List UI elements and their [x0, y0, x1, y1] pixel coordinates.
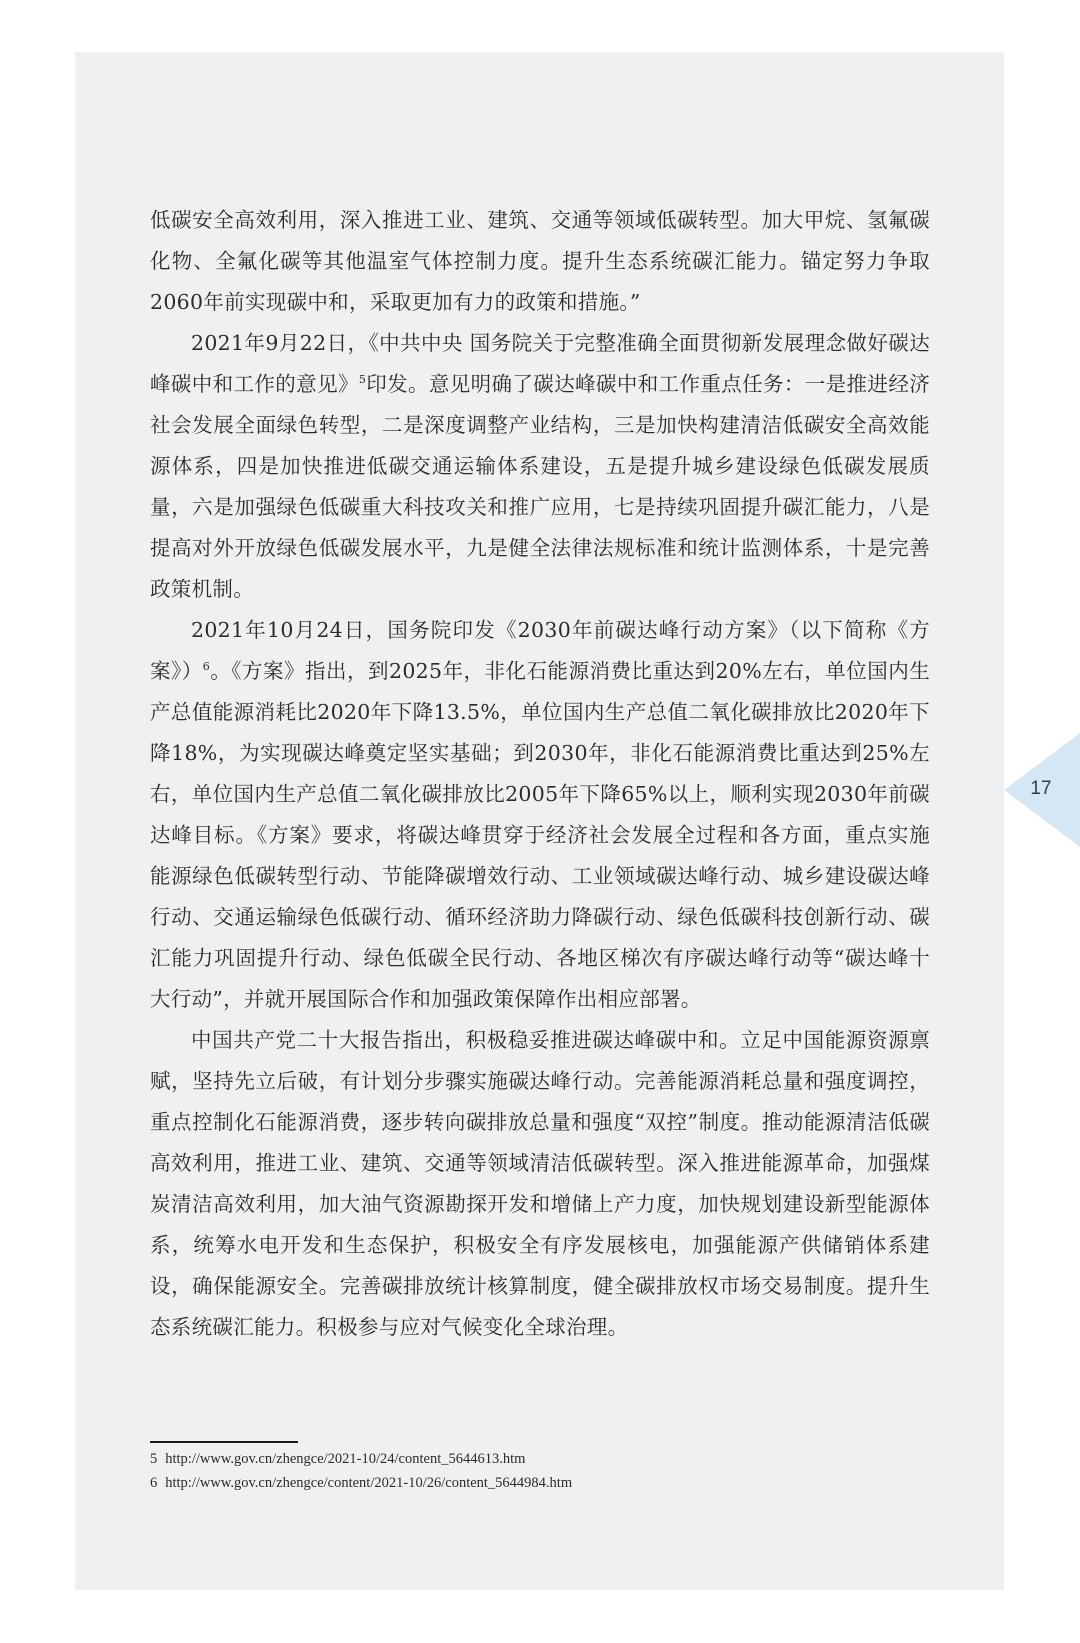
paragraph-opinion-text-b: 印发。意见明确了碳达峰碳中和工作重点任务：一是推进经济社会发展全面绿色转型，二是深度调整产业结构，三是加快构建清洁低碳安全高效能源体系，四是加快推进低碳交通运输体系建设，五是提升城乡建设绿色低碳发展质量，六是加强绿色低碳重大科技攻关和推广应用，七是持续巩固提升碳汇能力，八是提高对外开放绿色低碳发展水平，九是健全法律法规标准和统计监测体系，十是完善政策机制。 [150, 372, 931, 601]
footnote-ref-6[interactable]: 6 [202, 660, 211, 674]
paragraph-continuation: 低碳安全高效利用，深入推进工业、建筑、交通等领域低碳转型。加大甲烷、氢氟碳化物、全氟化碳等其他温室气体控制力度。提升生态系统碳汇能力。锚定努力争取2060年前实现碳中和，采取更加有力的政策和措施。” [150, 208, 930, 314]
footnote-divider [150, 1441, 298, 1443]
footnote-link[interactable]: http://www.gov.cn/zhengce/content/2021-10/26/content_5644984.htm [165, 1475, 573, 1491]
paragraph-action-plan-text-a: 2021年10月24日，国务院印发《2030年前碳达峰行动方案》（以下简称《方案》） [150, 618, 930, 683]
body-text [150, 200, 930, 1348]
footnote-number: 5 [150, 1451, 158, 1467]
footnote-link[interactable]: http://www.gov.cn/zhengce/2021-10/24/content_5644613.htm [165, 1451, 526, 1467]
footnote-5 [150, 1447, 910, 1471]
page-number: 17 [1030, 778, 1052, 799]
footnotes [150, 1447, 910, 1495]
footnote-6 [150, 1471, 910, 1495]
paragraph-party-report: 中国共产党二十大报告指出，积极稳妥推进碳达峰碳中和。立足中国能源资源禀赋，坚持先立后破，有计划分步骤实施碳达峰行动。完善能源消耗总量和强度调控，重点控制化石能源消费，逐步转向碳排放总量和强度“双控”制度。推动能源清洁低碳高效利用，推进工业、建筑、交通等领域清洁低碳转型。深入推进能源革命，加强煤炭清洁高效利用，加大油气资源勘探开发和增储上产力度，加快规划建设新型能源体系，统筹水电开发和生态保护，积极安全有序发展核电，加强能源产供储销体系建设，确保能源安全。完善碳排放统计核算制度，健全碳排放权市场交易制度。提升生态系统碳汇能力。积极参与应对气候变化全球治理。 [150, 1028, 930, 1339]
paragraph-action-plan [150, 610, 930, 1020]
footnote-ref-5[interactable]: 5 [358, 373, 367, 387]
paragraph-action-plan-text-b: 。《方案》指出，到2025年，非化石能源消费比重达到20%左右，单位国内生产总值能源消耗比2020年下降13.5%，单位国内生产总值二氧化碳排放比2020年下降18%，为实现碳达峰奠定坚实基础；到2030年，非化石能源消费比重达到25%左右，单位国内生产总值二氧化碳排放比2005年下降65%以上，顺利实现2030年前碳达峰目标。《方案》要求，将碳达峰贯穿于经济社会发展全过程和各方面，重点实施能源绿色低碳转型行动、节能降碳增效行动、工业领域碳达峰行动、城乡建设碳达峰行动、交通运输绿色低碳行动、循环经济助力降碳行动、绿色低碳科技创新行动、碳汇能力巩固提升行动、绿色低碳全民行动、各地区梯次有序碳达峰行动等“碳达峰十大行动”，并就开展国际合作和加强政策保障作出相应部署。 [150, 659, 930, 1011]
paragraph-opinion-text-a: 2021年9月22日，《中共中央 国务院关于完整准确全面贯彻新发展理念做好碳达峰碳中和工作的意见》 [150, 331, 930, 396]
paragraph-opinion [150, 323, 930, 610]
footnote-number: 6 [150, 1475, 158, 1491]
